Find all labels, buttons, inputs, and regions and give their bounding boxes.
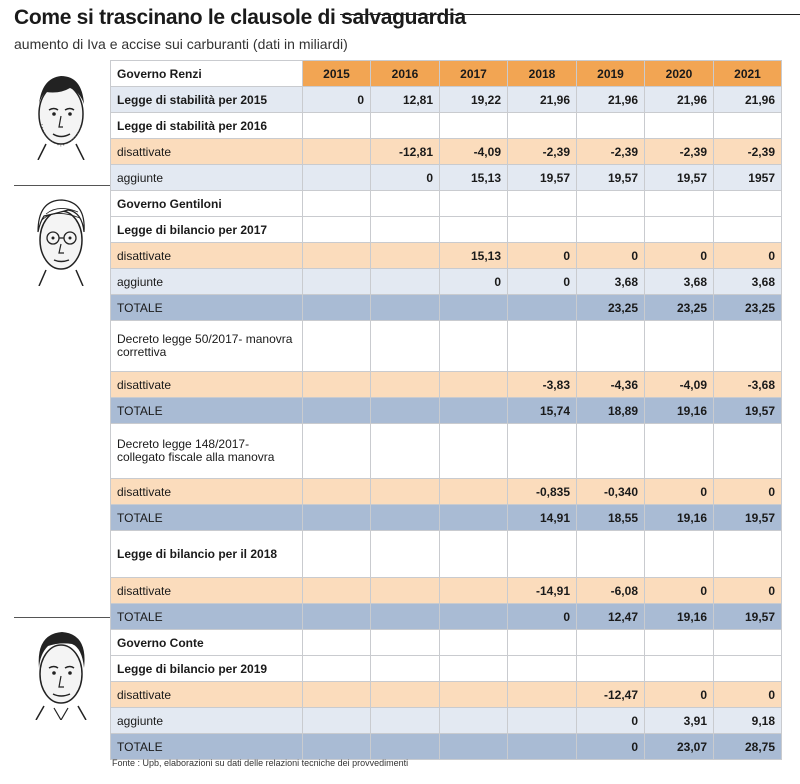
year-header: 2018 <box>508 61 577 87</box>
table-cell: 23,25 <box>577 295 645 321</box>
table-cell: 19,16 <box>645 505 714 531</box>
table-cell <box>303 269 371 295</box>
row-label: Legge di bilancio per il 2018 <box>111 531 303 578</box>
table-cell <box>303 604 371 630</box>
row-label: disattivate <box>111 243 303 269</box>
table-cell <box>645 531 714 578</box>
table-cell <box>714 191 782 217</box>
table-cell <box>371 578 440 604</box>
table-cell: -2,39 <box>577 139 645 165</box>
table-cell: 21,96 <box>508 87 577 113</box>
table-cell <box>303 479 371 505</box>
table-row <box>111 708 782 734</box>
table-cell: 0 <box>440 269 508 295</box>
row-label: disattivate <box>111 479 303 505</box>
row-label: disattivate <box>111 139 303 165</box>
table-cell: 0 <box>645 578 714 604</box>
table-cell: 3,68 <box>577 269 645 295</box>
table-cell <box>508 682 577 708</box>
table-cell: 23,07 <box>645 734 714 760</box>
table-cell <box>714 113 782 139</box>
table-cell <box>440 604 508 630</box>
table-cell <box>508 630 577 656</box>
table-cell <box>371 191 440 217</box>
table-cell <box>371 217 440 243</box>
table-cell <box>303 398 371 424</box>
table-cell <box>303 656 371 682</box>
table-cell <box>371 604 440 630</box>
section-heading: Governo Renzi <box>111 61 303 87</box>
total-row <box>111 295 782 321</box>
table-cell <box>371 398 440 424</box>
table-cell <box>440 424 508 479</box>
table-cell: -4,09 <box>440 139 508 165</box>
table-cell <box>714 424 782 479</box>
table-cell <box>440 630 508 656</box>
table-cell <box>577 191 645 217</box>
table-cell <box>303 630 371 656</box>
table-cell <box>371 295 440 321</box>
table-cell: -2,39 <box>508 139 577 165</box>
table-cell <box>440 217 508 243</box>
table-row <box>111 656 782 682</box>
table-cell <box>303 734 371 760</box>
table-cell: -14,91 <box>508 578 577 604</box>
table-cell <box>645 113 714 139</box>
gentiloni-portrait-illustration <box>24 190 98 286</box>
table-cell: 0 <box>508 604 577 630</box>
table-cell <box>440 479 508 505</box>
table-row <box>111 424 782 479</box>
row-label: TOTALE <box>111 604 303 630</box>
row-label: disattivate <box>111 682 303 708</box>
table-cell: 19,57 <box>508 165 577 191</box>
row-label: aggiunte <box>111 708 303 734</box>
table-cell <box>371 424 440 479</box>
table-cell: -4,36 <box>577 372 645 398</box>
table-cell: 12,81 <box>371 87 440 113</box>
table-cell <box>508 708 577 734</box>
table-cell <box>371 505 440 531</box>
table-cell <box>440 372 508 398</box>
row-label: Legge di stabilità per 2016 <box>111 113 303 139</box>
table-cell <box>303 531 371 578</box>
table-cell <box>508 217 577 243</box>
table-cell <box>645 656 714 682</box>
table-cell: 0 <box>645 682 714 708</box>
table-cell <box>303 191 371 217</box>
table-cell: 28,75 <box>714 734 782 760</box>
table-cell: -0,340 <box>577 479 645 505</box>
row-label: aggiunte <box>111 269 303 295</box>
table-cell <box>371 113 440 139</box>
table-cell: -12,47 <box>577 682 645 708</box>
year-header: 2021 <box>714 61 782 87</box>
table-row <box>111 243 782 269</box>
table-cell <box>714 217 782 243</box>
table-cell: 18,55 <box>577 505 645 531</box>
table-cell <box>303 372 371 398</box>
table-cell <box>508 531 577 578</box>
table-cell <box>440 321 508 372</box>
table-cell <box>440 682 508 708</box>
table-row <box>111 372 782 398</box>
table-cell <box>508 295 577 321</box>
table-cell: 0 <box>508 269 577 295</box>
year-header: 2020 <box>645 61 714 87</box>
table-cell: 21,96 <box>645 87 714 113</box>
table-cell: -0,835 <box>508 479 577 505</box>
section-divider <box>14 617 110 618</box>
table-cell: 3,68 <box>714 269 782 295</box>
table-cell: 0 <box>508 243 577 269</box>
table-row <box>111 217 782 243</box>
total-row <box>111 604 782 630</box>
table-cell <box>371 656 440 682</box>
table-cell <box>440 578 508 604</box>
renzi-portrait-illustration <box>24 64 98 160</box>
table-cell <box>714 630 782 656</box>
table-cell <box>577 113 645 139</box>
table-row <box>111 531 782 578</box>
table-cell: 19,57 <box>714 398 782 424</box>
row-label: Decreto legge 148/2017- collegato fiscale alla manovra <box>111 424 303 479</box>
table-cell <box>714 531 782 578</box>
table-cell: 0 <box>371 165 440 191</box>
table-row <box>111 578 782 604</box>
table-cell <box>303 243 371 269</box>
table-cell <box>371 682 440 708</box>
table-cell: -12,81 <box>371 139 440 165</box>
table-cell: 21,96 <box>714 87 782 113</box>
year-header: 2015 <box>303 61 371 87</box>
table-cell <box>371 321 440 372</box>
table-cell <box>440 656 508 682</box>
table-cell <box>714 656 782 682</box>
title-rule <box>340 14 800 15</box>
table-cell <box>440 398 508 424</box>
table-cell: 0 <box>577 734 645 760</box>
table-cell <box>577 630 645 656</box>
row-label: Decreto legge 50/2017- manovra correttiva <box>111 321 303 372</box>
conte-portrait-illustration <box>24 624 98 720</box>
table-cell: 0 <box>714 243 782 269</box>
table-cell <box>303 424 371 479</box>
table-row <box>111 321 782 372</box>
table-cell <box>508 424 577 479</box>
section-divider <box>14 185 110 186</box>
table-cell: 14,91 <box>508 505 577 531</box>
table-cell <box>303 505 371 531</box>
table-cell <box>371 479 440 505</box>
table-cell <box>371 269 440 295</box>
row-label: disattivate <box>111 578 303 604</box>
table-cell <box>440 734 508 760</box>
row-label: Legge di bilancio per 2017 <box>111 217 303 243</box>
table-cell: 3,68 <box>645 269 714 295</box>
row-label: disattivate <box>111 372 303 398</box>
table-cell: 23,25 <box>714 295 782 321</box>
table-cell: -2,39 <box>645 139 714 165</box>
table-cell: 1957 <box>714 165 782 191</box>
table-cell <box>508 656 577 682</box>
table-cell: 0 <box>645 243 714 269</box>
section-heading: Governo Conte <box>111 630 303 656</box>
table-cell <box>371 630 440 656</box>
table-cell <box>371 708 440 734</box>
table-header-row <box>111 61 782 87</box>
table-cell: -4,09 <box>645 372 714 398</box>
row-label: Legge di stabilità per 2015 <box>111 87 303 113</box>
table-cell: 0 <box>645 479 714 505</box>
table-cell: 19,57 <box>577 165 645 191</box>
table-row <box>111 630 782 656</box>
table-cell: 15,13 <box>440 243 508 269</box>
chart-subtitle: aumento di Iva e accise sui carburanti (dati in miliardi) <box>14 36 348 52</box>
table-cell: 9,18 <box>714 708 782 734</box>
table-cell: 19,16 <box>645 398 714 424</box>
table-cell <box>508 113 577 139</box>
table-cell: 18,89 <box>577 398 645 424</box>
table-cell <box>371 243 440 269</box>
table-cell <box>714 321 782 372</box>
table-cell: 0 <box>714 682 782 708</box>
total-row <box>111 734 782 760</box>
year-header: 2019 <box>577 61 645 87</box>
table-row <box>111 479 782 505</box>
table-cell <box>303 321 371 372</box>
section-heading: Governo Gentiloni <box>111 191 303 217</box>
table-cell <box>645 191 714 217</box>
table-cell <box>645 424 714 479</box>
row-label: TOTALE <box>111 734 303 760</box>
table-cell <box>440 295 508 321</box>
table-cell <box>508 191 577 217</box>
table-cell: 3,91 <box>645 708 714 734</box>
table-cell <box>303 165 371 191</box>
clauses-table <box>110 60 782 760</box>
table-cell <box>440 191 508 217</box>
table-cell <box>371 372 440 398</box>
table-cell <box>577 531 645 578</box>
row-label: aggiunte <box>111 165 303 191</box>
table-cell: 0 <box>577 243 645 269</box>
table-cell <box>303 708 371 734</box>
table-cell: 15,74 <box>508 398 577 424</box>
row-label: TOTALE <box>111 295 303 321</box>
table-row <box>111 269 782 295</box>
table-cell <box>440 708 508 734</box>
row-label: TOTALE <box>111 398 303 424</box>
table-cell: 0 <box>714 479 782 505</box>
table-cell: -3,68 <box>714 372 782 398</box>
table-cell: 0 <box>303 87 371 113</box>
table-cell <box>303 139 371 165</box>
table-cell <box>577 321 645 372</box>
table-cell: 19,57 <box>714 604 782 630</box>
row-label: TOTALE <box>111 505 303 531</box>
table-cell <box>645 217 714 243</box>
table-cell <box>303 295 371 321</box>
table-row <box>111 139 782 165</box>
row-label: Legge di bilancio per 2019 <box>111 656 303 682</box>
table-cell: 19,16 <box>645 604 714 630</box>
table-row <box>111 87 782 113</box>
table-cell <box>508 734 577 760</box>
table-cell <box>371 531 440 578</box>
table-cell <box>577 217 645 243</box>
table-row <box>111 165 782 191</box>
table-cell <box>577 424 645 479</box>
table-cell <box>303 578 371 604</box>
total-row <box>111 398 782 424</box>
table-cell <box>303 682 371 708</box>
table-cell: 23,25 <box>645 295 714 321</box>
table-cell <box>303 113 371 139</box>
table-cell: 21,96 <box>577 87 645 113</box>
table-row <box>111 113 782 139</box>
chart-title: Come si trascinano le clausole di salvaguardia <box>14 6 466 29</box>
table-cell <box>303 217 371 243</box>
table-cell: 0 <box>577 708 645 734</box>
table-cell: 19,57 <box>645 165 714 191</box>
table-cell <box>577 656 645 682</box>
year-header: 2016 <box>371 61 440 87</box>
total-row <box>111 505 782 531</box>
source-note: Fonte : Upb, elaborazioni su dati delle relazioni tecniche dei provvedimenti <box>112 758 409 768</box>
table-cell: 15,13 <box>440 165 508 191</box>
table-row <box>111 191 782 217</box>
table-cell: 19,57 <box>714 505 782 531</box>
table-cell <box>440 531 508 578</box>
table-cell: -3,83 <box>508 372 577 398</box>
table-cell: -6,08 <box>577 578 645 604</box>
year-header: 2017 <box>440 61 508 87</box>
table-cell <box>645 321 714 372</box>
table-cell: 0 <box>714 578 782 604</box>
table-cell <box>508 321 577 372</box>
table-cell: 19,22 <box>440 87 508 113</box>
table-cell <box>440 505 508 531</box>
table-cell <box>440 113 508 139</box>
table-row <box>111 682 782 708</box>
table-cell <box>645 630 714 656</box>
table-cell <box>371 734 440 760</box>
table-cell: -2,39 <box>714 139 782 165</box>
table-cell: 12,47 <box>577 604 645 630</box>
